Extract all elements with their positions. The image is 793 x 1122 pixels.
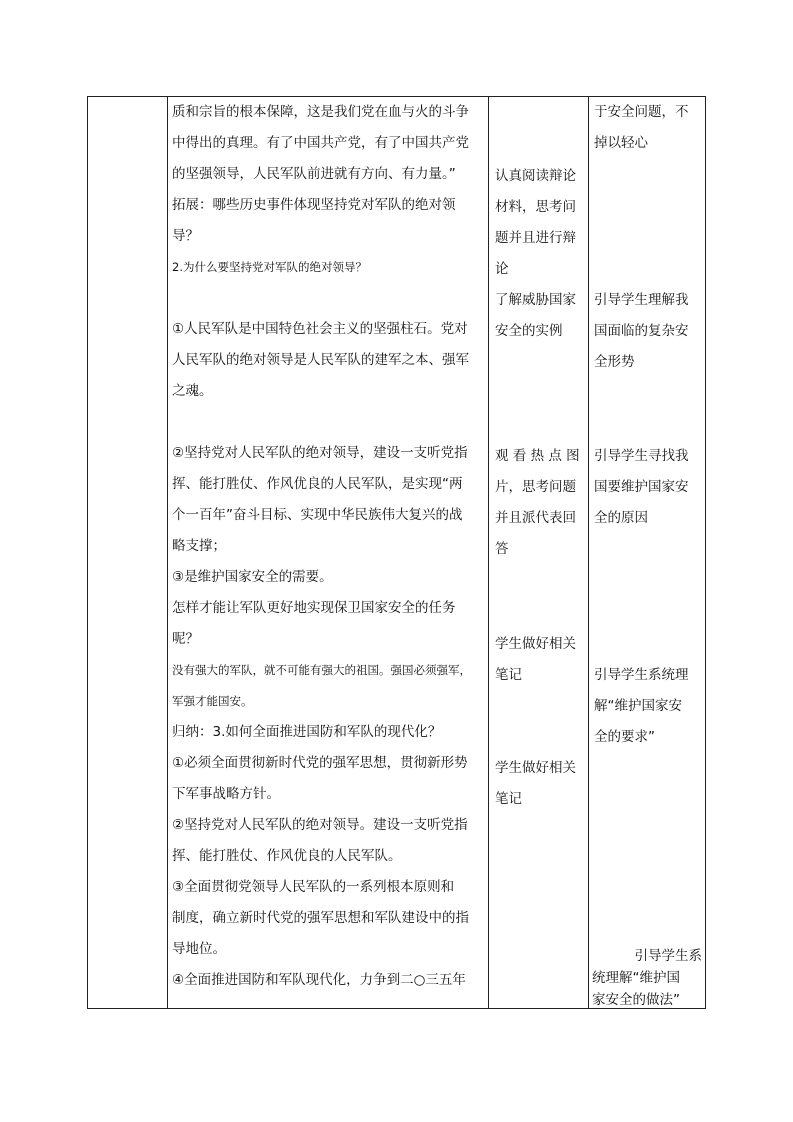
text-line: 导？ <box>172 228 199 244</box>
column-divider <box>488 97 489 1008</box>
text-line: 全的原因 <box>594 510 648 526</box>
design-intent-column <box>588 945 702 1011</box>
text-line: 呢？ <box>172 631 199 647</box>
text-line: 略支撑； <box>172 538 226 554</box>
student-activity-column <box>495 161 585 347</box>
content-column <box>172 97 484 996</box>
text-line: 解“维护国家安 <box>594 698 682 714</box>
text-line: 怎样才能让军队更好地实现保卫国家安全的任务 <box>172 600 456 616</box>
text-line: 没有强大的军队，就不可能有强大的祖国。强国必须强军， <box>172 663 471 677</box>
text-line: 材料，思考问 <box>495 199 576 215</box>
text-line: 观 看 热 点 图 <box>495 448 580 464</box>
text-line: 人民军队的绝对领导是人民军队的建军之本、强军 <box>172 352 469 368</box>
text-line: 国面临的复杂安 <box>594 323 689 339</box>
design-intent-column <box>594 441 704 534</box>
text-line: 答 <box>495 541 509 557</box>
text-line: 全的要求” <box>594 729 655 745</box>
text-line: 引导学生寻找我 <box>594 448 689 464</box>
text-line: 的坚强领导，人民军队前进就有方向、有力量。” <box>172 166 456 182</box>
text-line: 认真阅读辩论 <box>495 168 576 184</box>
text-line: 之魂。 <box>172 383 213 399</box>
text-line: 学生做好相关 <box>495 760 576 776</box>
text-line: 制度，确立新时代党的强军思想和军队建设中的指 <box>172 910 469 926</box>
text-line: 引导学生系统理 <box>594 667 689 683</box>
design-intent-column <box>594 97 704 159</box>
text-line: ①必须全面贯彻新时代党的强军思想，贯彻新形势 <box>172 755 468 771</box>
column-divider <box>588 97 589 1008</box>
lesson-table <box>87 96 706 1009</box>
text-line: 中得出的真理。有了中国共产党，有了中国共产党 <box>172 135 469 151</box>
text-line: 片，思考问题 <box>495 479 576 495</box>
text-line: 归纳：3.如何全面推进国防和军队的现代化？ <box>172 724 442 740</box>
student-activity-column <box>495 629 585 691</box>
text-line: 引导学生理解我 <box>594 292 689 308</box>
text-line: 题并且进行辩 <box>495 230 576 246</box>
text-line: 论 <box>495 261 509 277</box>
student-activity-column <box>495 753 585 815</box>
text-line: 军强才能国安。 <box>172 694 253 708</box>
spacer <box>172 283 484 314</box>
text-line: ③是维护国家安全的需要。 <box>172 569 333 585</box>
text-line: ①人民军队是中国特色社会主义的坚强柱石。党对 <box>172 321 468 337</box>
text-line: ②坚持党对人民军队的绝对领导。建设一支听党指 <box>172 817 468 833</box>
text-line: 挥、能打胜仗、作风优良的人民军队。 <box>172 848 402 864</box>
spacer <box>172 407 484 438</box>
text-line: 全形势 <box>594 354 635 370</box>
student-activity-column <box>495 441 585 565</box>
text-line: 笔记 <box>495 791 522 807</box>
text-line: 挥、能打胜仗、作风优良的人民军队，是实现“两 <box>172 476 463 492</box>
text-line: 下军事战略方针。 <box>172 786 280 802</box>
text-line: 学生做好相关 <box>495 636 576 652</box>
text-line: 2.为什么要坚持党对军队的绝对领导？ <box>172 260 367 274</box>
text-line: 个一百年”奋斗目标、实现中华民族伟大复兴的战 <box>172 507 463 523</box>
design-intent-column <box>594 660 704 753</box>
text-line: ④全面推进国防和军队现代化，力争到二○三五年 <box>172 972 466 988</box>
text-line: 拓展：哪些历史事件体现坚持党对军队的绝对领 <box>172 197 456 213</box>
text-line: 质和宗旨的根本保障，这是我们党在血与火的斗争 <box>172 104 469 120</box>
design-intent-column <box>594 285 704 378</box>
text-line: 统理解“维护国 <box>592 970 680 986</box>
text-line: 了解威胁国家 <box>495 292 576 308</box>
text-line: 于安全问题，不 <box>594 104 689 120</box>
text-line: 安全的实例 <box>495 323 563 339</box>
text-line: 引导学生系 <box>634 948 702 964</box>
text-line: 笔记 <box>495 667 522 683</box>
text-line: ③全面贯彻党领导人民军队的一系列根本原则和 <box>172 879 455 895</box>
text-line: 国要维护国家安 <box>594 479 689 495</box>
text-line: ②坚持党对人民军队的绝对领导，建设一支听党指 <box>172 445 468 461</box>
text-line: 导地位。 <box>172 941 226 957</box>
text-line: 掉以轻心 <box>594 135 648 151</box>
text-line: 并且派代表回 <box>495 510 576 526</box>
text-line: 家安全的做法” <box>592 992 680 1008</box>
column-divider <box>167 97 168 1008</box>
